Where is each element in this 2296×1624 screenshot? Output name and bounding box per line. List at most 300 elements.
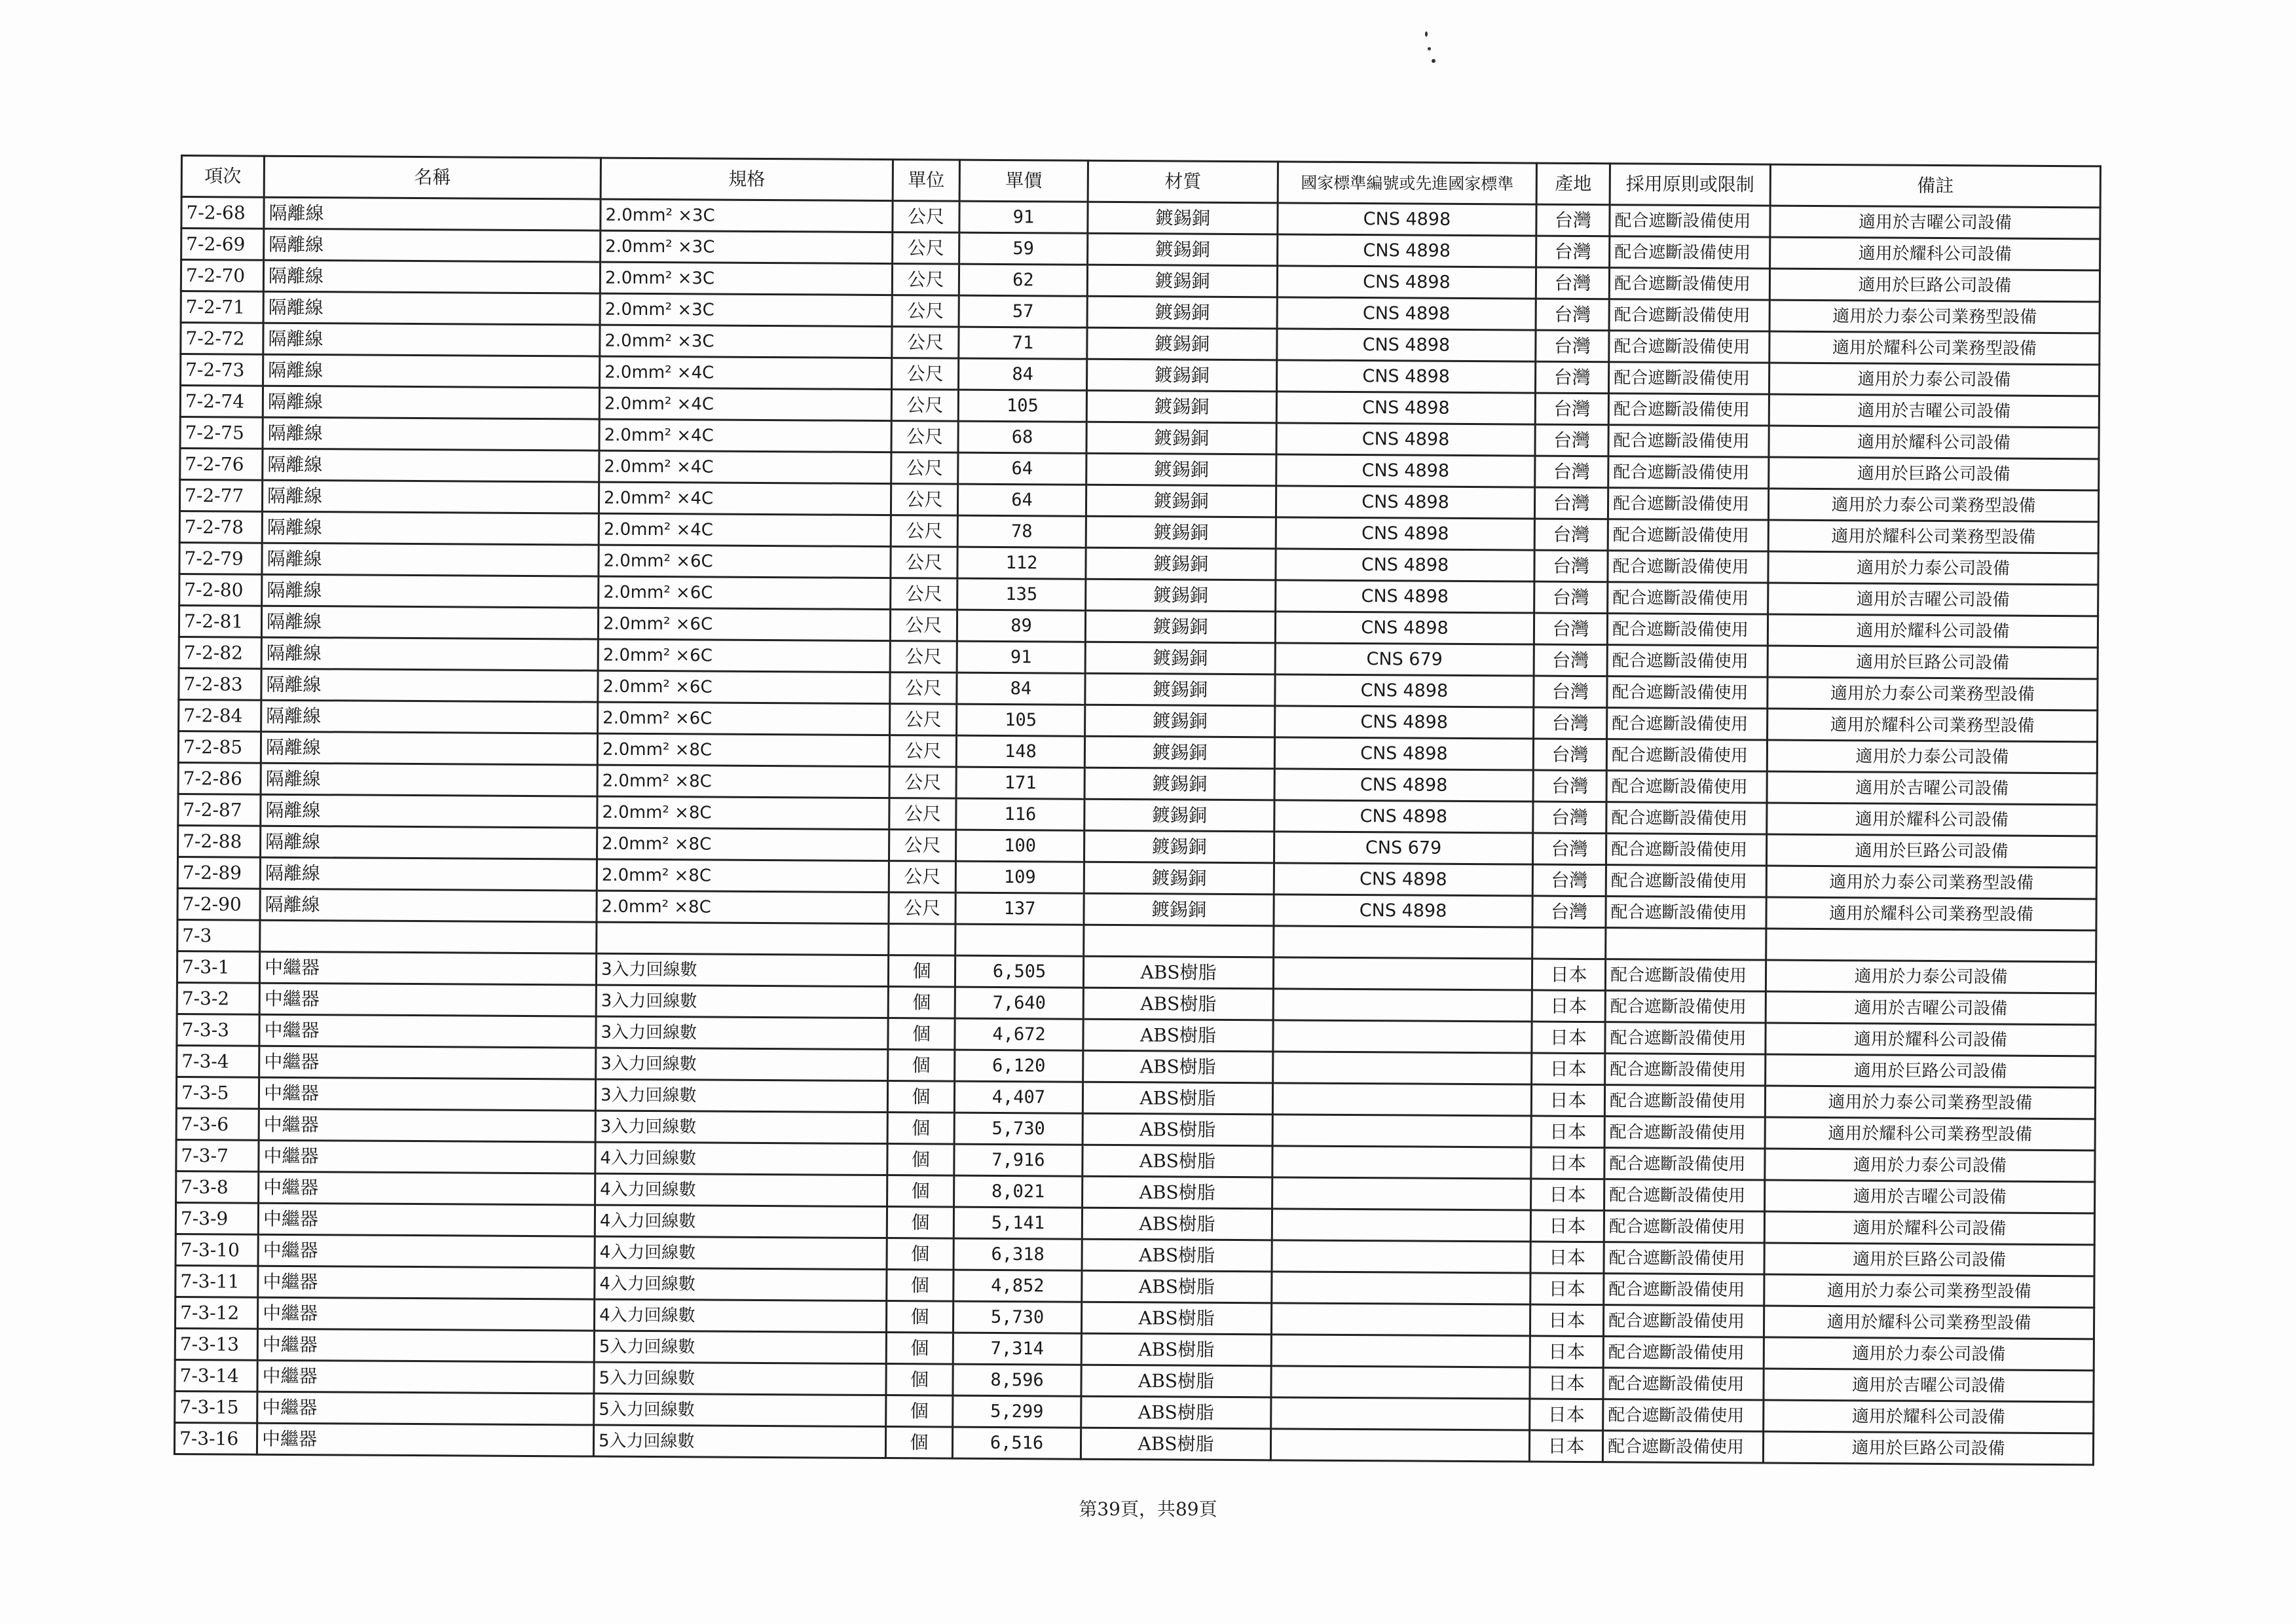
cell-name: 隔離線 — [264, 229, 601, 262]
cell-price: 7,640 — [955, 987, 1083, 1019]
cell-spec: 2.0mm² ×6C — [598, 671, 890, 703]
cell-spec: 3入力回線數 — [596, 1016, 888, 1049]
cell-spec: 3入力回線數 — [596, 953, 888, 986]
cell-name: 隔離線 — [260, 889, 597, 922]
cell-note: 適用於耀科公司業務型設備 — [1764, 1306, 2094, 1339]
cell-note: 適用於力泰公司業務型設備 — [1768, 677, 2098, 710]
cell-material: ABS樹脂 — [1082, 1239, 1272, 1272]
cell-note: 適用於吉曜公司設備 — [1768, 583, 2098, 616]
page-number: 第39頁，共89頁 — [1079, 1498, 1217, 1520]
cell-id: 7-2-80 — [179, 574, 262, 606]
cell-rule: 配合遮斷設備使用 — [1607, 676, 1768, 709]
cell-material: ABS樹脂 — [1082, 1270, 1272, 1303]
cell-rule: 配合遮斷設備使用 — [1608, 551, 1768, 583]
cell-price: 100 — [955, 830, 1084, 862]
cell-rule: 配合遮斷設備使用 — [1608, 425, 1769, 457]
cell-id: 7-2-68 — [181, 197, 264, 229]
cell-standard: CNS 4898 — [1274, 800, 1533, 833]
cell-material: ABS樹脂 — [1083, 1145, 1272, 1177]
cell-standard — [1271, 1397, 1530, 1430]
cell-standard: CNS 4898 — [1276, 454, 1535, 487]
cell-id: 7-3-13 — [175, 1328, 257, 1360]
cell-spec: 5入力回線數 — [594, 1362, 886, 1395]
cell-spec: 3入力回線數 — [596, 985, 888, 1018]
header-material: 材質 — [1088, 160, 1278, 203]
cell-origin: 日本 — [1530, 1336, 1603, 1368]
cell-price: 5,299 — [953, 1395, 1081, 1428]
cell-rule: 配合遮斷設備使用 — [1603, 1368, 1764, 1400]
cell-origin: 台灣 — [1532, 896, 1606, 928]
cell-material: ABS樹脂 — [1082, 1208, 1272, 1240]
cell-id: 7-2-90 — [177, 888, 260, 920]
cell-origin: 日本 — [1532, 1053, 1605, 1085]
cell-rule: 配合遮斷設備使用 — [1603, 1399, 1764, 1431]
cell-material — [1084, 925, 1274, 957]
cell-spec: 2.0mm² ×6C — [598, 639, 890, 672]
cell-unit: 公尺 — [893, 201, 959, 233]
cell-price: 89 — [957, 610, 1085, 642]
cell-standard — [1272, 1177, 1531, 1210]
cell-material: ABS樹脂 — [1081, 1302, 1271, 1335]
cell-price: 57 — [959, 295, 1087, 327]
cell-standard: CNS 4898 — [1277, 360, 1536, 393]
cell-spec: 4入力回線數 — [595, 1236, 887, 1269]
cell-spec: 2.0mm² ×3C — [600, 262, 892, 295]
cell-material: 鍍錫銅 — [1086, 390, 1276, 423]
cell-standard — [1273, 989, 1532, 1022]
cell-origin: 台灣 — [1535, 393, 1608, 425]
cell-unit: 公尺 — [890, 610, 957, 642]
cell-origin: 台灣 — [1536, 204, 1610, 236]
cell-rule: 配合遮斷設備使用 — [1610, 205, 1770, 237]
cell-note: 適用於吉曜公司設備 — [1769, 394, 2099, 428]
cell-id: 7-3-14 — [175, 1359, 257, 1392]
cell-unit: 個 — [887, 1144, 954, 1176]
cell-rule: 配合遮斷設備使用 — [1606, 896, 1766, 929]
cell-origin: 日本 — [1530, 1242, 1604, 1274]
cell-spec: 4入力回線數 — [595, 1142, 887, 1175]
cell-unit: 公尺 — [889, 767, 956, 799]
cell-standard: CNS 4898 — [1277, 266, 1536, 299]
cell-name: 中繼器 — [258, 1266, 595, 1299]
cell-spec: 2.0mm² ×6C — [599, 545, 891, 578]
cell-material: 鍍錫銅 — [1085, 642, 1275, 674]
cell-unit: 個 — [888, 1050, 955, 1082]
cell-price: 148 — [956, 735, 1084, 767]
cell-id: 7-3-10 — [176, 1234, 258, 1266]
cell-rule: 配合遮斷設備使用 — [1604, 1211, 1764, 1243]
cell-price: 135 — [957, 578, 1086, 610]
cell-id: 7-3-16 — [174, 1422, 257, 1454]
cell-material: ABS樹脂 — [1083, 1176, 1272, 1209]
header-price: 單價 — [959, 160, 1088, 202]
cell-price: 64 — [958, 452, 1086, 485]
cell-name: 中繼器 — [258, 1203, 595, 1236]
cell-note: 適用於巨路公司設備 — [1763, 1431, 2093, 1465]
cell-price: 109 — [955, 861, 1084, 893]
cell-rule: 配合遮斷設備使用 — [1604, 1242, 1764, 1274]
cell-name: 中繼器 — [259, 951, 596, 985]
cell-price: 5,730 — [954, 1113, 1083, 1145]
cell-spec: 2.0mm² ×8C — [597, 859, 889, 892]
cell-note: 適用於巨路公司設備 — [1766, 834, 2096, 868]
cell-material: 鍍錫銅 — [1085, 610, 1275, 643]
cell-rule: 配合遮斷設備使用 — [1604, 1116, 1765, 1149]
cell-name: 隔離線 — [261, 669, 598, 702]
cell-note: 適用於耀科公司設備 — [1764, 1211, 2094, 1245]
cell-unit: 公尺 — [890, 704, 957, 736]
cell-standard — [1272, 1240, 1530, 1273]
cell-spec: 3入力回線數 — [595, 1111, 887, 1143]
cell-material: 鍍錫銅 — [1088, 202, 1278, 234]
cell-id: 7-2-73 — [181, 354, 263, 386]
cell-unit: 個 — [887, 1175, 954, 1208]
cell-origin: 日本 — [1531, 1084, 1604, 1116]
cell-name: 中繼器 — [257, 1297, 594, 1331]
cell-material: ABS樹脂 — [1081, 1396, 1271, 1429]
cell-spec: 4入力回線數 — [595, 1205, 887, 1238]
cell-material: 鍍錫銅 — [1087, 296, 1277, 329]
cell-note: 適用於吉曜公司設備 — [1770, 206, 2100, 239]
cell-spec — [597, 922, 889, 955]
cell-name: 隔離線 — [261, 606, 598, 639]
cell-material: 鍍錫銅 — [1085, 673, 1275, 706]
cell-id: 7-2-87 — [178, 794, 261, 826]
cell-standard: CNS 4898 — [1276, 392, 1535, 424]
cell-origin: 日本 — [1532, 1022, 1605, 1054]
header-origin: 產地 — [1536, 163, 1610, 205]
cell-origin: 台灣 — [1536, 236, 1610, 268]
cell-spec: 2.0mm² ×4C — [600, 356, 892, 389]
cell-note: 適用於巨路公司設備 — [1769, 457, 2099, 490]
cell-id: 7-3-3 — [177, 1014, 259, 1046]
cell-spec: 2.0mm² ×8C — [597, 733, 889, 766]
cell-note: 適用於耀科公司業務型設備 — [1768, 520, 2098, 553]
table-body — [174, 197, 2100, 1465]
cell-material: 鍍錫銅 — [1084, 736, 1274, 769]
cell-rule: 配合遮斷設備使用 — [1605, 1054, 1766, 1086]
cell-note: 適用於力泰公司業務型設備 — [1765, 1086, 2095, 1119]
cell-origin: 日本 — [1530, 1399, 1603, 1431]
cell-note: 適用於力泰公司設備 — [1769, 363, 2099, 396]
cell-standard: CNS 4898 — [1275, 706, 1534, 739]
cell-spec: 2.0mm² ×6C — [598, 608, 890, 640]
cell-name — [260, 920, 597, 953]
cell-rule: 配合遮斷設備使用 — [1608, 362, 1769, 394]
cell-material: 鍍錫銅 — [1087, 265, 1277, 297]
cell-id: 7-3-8 — [176, 1171, 259, 1203]
cell-unit — [889, 924, 955, 956]
cell-name: 隔離線 — [263, 260, 600, 293]
cell-name: 隔離線 — [261, 763, 597, 796]
cell-id: 7-2-74 — [180, 386, 263, 418]
cell-unit: 個 — [886, 1395, 953, 1428]
cell-name: 隔離線 — [262, 574, 599, 608]
cell-origin: 台灣 — [1533, 802, 1606, 834]
cell-name: 中繼器 — [257, 1360, 594, 1393]
cell-note: 適用於巨路公司設備 — [1764, 1243, 2094, 1276]
cell-id: 7-2-81 — [179, 605, 261, 637]
cell-unit: 個 — [887, 1270, 954, 1302]
cell-id: 7-2-78 — [179, 511, 262, 543]
cell-origin: 台灣 — [1534, 644, 1607, 676]
cell-standard — [1274, 926, 1532, 959]
cell-id: 7-2-83 — [179, 668, 261, 700]
cell-unit: 個 — [886, 1364, 953, 1396]
cell-origin: 台灣 — [1534, 550, 1608, 582]
cell-name: 隔離線 — [261, 826, 597, 859]
cell-origin: 日本 — [1531, 1147, 1604, 1179]
cell-standard: CNS 4898 — [1274, 737, 1533, 770]
scan-speck — [1428, 47, 1431, 50]
cell-id: 7-2-82 — [179, 637, 261, 669]
cell-price: 112 — [957, 547, 1086, 579]
cell-spec: 2.0mm² ×4C — [599, 388, 891, 420]
cell-unit: 公尺 — [889, 830, 955, 862]
cell-price: 5,141 — [954, 1207, 1082, 1239]
cell-material: ABS樹脂 — [1083, 956, 1273, 989]
cell-standard: CNS 4898 — [1276, 423, 1535, 456]
cell-id: 7-2-88 — [178, 825, 261, 857]
cell-price: 6,516 — [952, 1427, 1081, 1459]
cell-standard — [1271, 1303, 1530, 1336]
cell-unit: 個 — [887, 1113, 954, 1145]
cell-rule: 配合遮斷設備使用 — [1606, 834, 1766, 866]
cell-standard: CNS 4898 — [1278, 203, 1536, 236]
cell-origin: 台灣 — [1533, 770, 1606, 802]
cell-name: 中繼器 — [257, 1329, 594, 1362]
cell-rule: 配合遮斷設備使用 — [1608, 394, 1769, 426]
cell-rule: 配合遮斷設備使用 — [1604, 1085, 1765, 1117]
cell-id: 7-3-2 — [177, 982, 259, 1014]
cell-unit: 個 — [885, 1427, 952, 1459]
cell-origin: 台灣 — [1536, 267, 1609, 299]
cell-standard — [1271, 1366, 1530, 1399]
scan-speck — [1432, 59, 1435, 63]
cell-price: 64 — [957, 484, 1086, 516]
cell-standard: CNS 4898 — [1274, 895, 1532, 927]
cell-origin: 日本 — [1530, 1273, 1604, 1305]
cell-rule: 配合遮斷設備使用 — [1607, 645, 1768, 677]
cell-name: 中繼器 — [259, 983, 596, 1016]
cell-origin: 日本 — [1530, 1304, 1603, 1337]
cell-id: 7-3 — [177, 919, 260, 951]
cell-note: 適用於吉曜公司設備 — [1765, 1180, 2095, 1213]
cell-standard: CNS 4898 — [1276, 549, 1534, 581]
cell-material: ABS樹脂 — [1083, 987, 1273, 1020]
cell-id: 7-3-11 — [176, 1265, 258, 1297]
cell-id: 7-2-69 — [181, 229, 264, 261]
cell-unit: 公尺 — [891, 547, 957, 579]
cell-standard: CNS 4898 — [1276, 580, 1534, 613]
cell-id: 7-2-86 — [178, 762, 261, 794]
cell-spec: 5入力回線數 — [593, 1425, 885, 1458]
cell-spec: 2.0mm² ×8C — [597, 796, 889, 829]
cell-spec: 2.0mm² ×3C — [600, 325, 892, 358]
cell-standard: CNS 4898 — [1277, 297, 1536, 330]
cell-spec: 3入力回線數 — [595, 1079, 887, 1112]
cell-note: 適用於力泰公司設備 — [1768, 551, 2098, 585]
cell-note: 適用於耀科公司業務型設備 — [1766, 897, 2096, 931]
cell-rule — [1606, 928, 1766, 960]
cell-spec: 5入力回線數 — [594, 1393, 886, 1426]
cell-id: 7-3-9 — [176, 1202, 258, 1234]
cell-material: 鍍錫銅 — [1084, 830, 1274, 863]
cell-origin: 台灣 — [1534, 613, 1607, 645]
header-spec: 規格 — [601, 158, 893, 200]
cell-name: 中繼器 — [259, 1172, 595, 1205]
cell-note: 適用於耀科公司設備 — [1768, 614, 2098, 648]
cell-unit: 公尺 — [891, 578, 957, 610]
cell-note: 適用於吉曜公司設備 — [1766, 991, 2096, 1025]
cell-price: 116 — [956, 798, 1084, 830]
cell-note: 適用於耀科公司設備 — [1767, 803, 2097, 836]
cell-origin: 台灣 — [1536, 330, 1609, 362]
cell-standard: CNS 4898 — [1276, 486, 1534, 519]
cell-standard — [1273, 957, 1532, 990]
cell-unit: 公尺 — [891, 452, 958, 485]
cell-name: 隔離線 — [262, 480, 599, 513]
price-table — [174, 155, 2102, 1466]
cell-spec: 2.0mm² ×4C — [599, 482, 891, 515]
cell-rule: 配合遮斷設備使用 — [1605, 991, 1766, 1023]
cell-name: 中繼器 — [257, 1392, 594, 1425]
cell-origin: 台灣 — [1534, 519, 1608, 551]
cell-note: 適用於力泰公司業務型設備 — [1766, 866, 2096, 899]
cell-note: 適用於巨路公司設備 — [1766, 1054, 2096, 1088]
cell-standard: CNS 4898 — [1275, 612, 1534, 644]
cell-price: 91 — [957, 641, 1085, 673]
cell-origin: 台灣 — [1533, 739, 1606, 771]
cell-spec: 2.0mm² ×8C — [597, 765, 889, 798]
cell-note: 適用於吉曜公司設備 — [1764, 1369, 2094, 1402]
cell-name: 中繼器 — [259, 1046, 596, 1079]
cell-unit: 個 — [888, 1018, 955, 1050]
cell-name: 中繼器 — [257, 1423, 593, 1456]
cell-rule: 配合遮斷設備使用 — [1608, 488, 1768, 520]
cell-id: 7-2-77 — [179, 480, 262, 512]
cell-rule: 配合遮斷設備使用 — [1609, 268, 1769, 300]
cell-material: 鍍錫銅 — [1086, 485, 1276, 517]
cell-spec: 2.0mm² ×8C — [597, 891, 889, 923]
cell-material: ABS樹脂 — [1081, 1365, 1271, 1397]
cell-name: 隔離線 — [264, 197, 601, 231]
cell-name: 中繼器 — [259, 1140, 595, 1173]
cell-rule: 配合遮斷設備使用 — [1609, 299, 1769, 331]
cell-spec: 2.0mm² ×4C — [599, 451, 891, 483]
cell-rule: 配合遮斷設備使用 — [1603, 1305, 1764, 1337]
cell-rule: 配合遮斷設備使用 — [1602, 1431, 1763, 1463]
cell-origin: 台灣 — [1536, 299, 1609, 331]
cell-spec: 3入力回線數 — [596, 1048, 888, 1080]
cell-standard — [1272, 1115, 1531, 1147]
cell-price: 6,120 — [955, 1050, 1083, 1082]
cell-standard: CNS 4898 — [1278, 234, 1536, 267]
cell-material: ABS樹脂 — [1083, 1113, 1272, 1146]
cell-material: ABS樹脂 — [1081, 1428, 1270, 1460]
cell-note: 適用於耀科公司設備 — [1766, 1023, 2096, 1056]
cell-price: 78 — [957, 515, 1086, 547]
cell-spec: 2.0mm² ×6C — [598, 702, 890, 735]
cell-rule: 配合遮斷設備使用 — [1609, 331, 1769, 363]
cell-name: 隔離線 — [261, 700, 598, 733]
cell-note: 適用於吉曜公司設備 — [1767, 771, 2097, 805]
cell-unit: 公尺 — [892, 327, 959, 359]
cell-id: 7-3-7 — [176, 1139, 259, 1172]
cell-material: ABS樹脂 — [1083, 1019, 1273, 1052]
cell-price: 7,916 — [954, 1144, 1083, 1176]
cell-unit: 個 — [887, 1081, 954, 1113]
cell-name: 隔離線 — [263, 417, 599, 451]
cell-unit: 公尺 — [891, 484, 957, 516]
cell-spec: 4入力回線數 — [595, 1268, 887, 1301]
cell-id: 7-2-70 — [181, 260, 263, 292]
cell-price: 4,672 — [955, 1018, 1083, 1050]
cell-rule: 配合遮斷設備使用 — [1605, 959, 1766, 991]
cell-unit: 個 — [886, 1301, 953, 1333]
cell-unit: 公尺 — [889, 893, 955, 925]
cell-origin: 台灣 — [1532, 864, 1606, 896]
cell-origin: 日本 — [1529, 1430, 1602, 1462]
cell-material: 鍍錫銅 — [1084, 862, 1274, 895]
cell-material: 鍍錫銅 — [1085, 705, 1275, 737]
cell-material: 鍍錫銅 — [1084, 893, 1274, 926]
cell-material: 鍍錫銅 — [1086, 453, 1276, 486]
cell-rule: 配合遮斷設備使用 — [1605, 1022, 1766, 1054]
cell-price: 84 — [957, 673, 1085, 705]
cell-name: 中繼器 — [259, 1014, 596, 1048]
cell-material: 鍍錫銅 — [1088, 233, 1278, 266]
cell-name: 隔離線 — [263, 291, 600, 325]
cell-note: 適用於力泰公司業務型設備 — [1768, 489, 2098, 522]
cell-rule: 配合遮斷設備使用 — [1606, 771, 1767, 803]
cell-standard: CNS 4898 — [1276, 517, 1534, 550]
cell-material: 鍍錫銅 — [1086, 516, 1276, 549]
cell-origin: 日本 — [1530, 1367, 1603, 1399]
cell-rule: 配合遮斷設備使用 — [1606, 802, 1767, 834]
cell-id: 7-2-76 — [180, 449, 263, 481]
cell-spec: 2.0mm² ×8C — [597, 828, 889, 860]
cell-rule: 配合遮斷設備使用 — [1606, 865, 1766, 897]
header-name: 名稱 — [264, 156, 601, 199]
cell-standard — [1271, 1335, 1530, 1367]
cell-material: 鍍錫銅 — [1086, 422, 1276, 454]
cell-price: 137 — [955, 893, 1084, 925]
cell-id: 7-3-6 — [176, 1108, 259, 1140]
cell-material: 鍍錫銅 — [1084, 767, 1274, 800]
cell-origin: 台灣 — [1535, 361, 1608, 394]
cell-note: 適用於巨路公司設備 — [1769, 268, 2100, 302]
cell-price: 8,596 — [953, 1364, 1081, 1396]
cell-note — [1766, 929, 2096, 962]
cell-standard — [1270, 1429, 1529, 1462]
cell-price: 7,314 — [953, 1333, 1081, 1365]
cell-id: 7-3-5 — [176, 1077, 259, 1109]
cell-standard — [1272, 1209, 1530, 1242]
cell-spec: 2.0mm² ×4C — [599, 513, 891, 546]
cell-id: 7-2-72 — [181, 323, 263, 355]
cell-unit: 公尺 — [892, 264, 959, 296]
cell-origin: 台灣 — [1535, 424, 1608, 456]
cell-unit: 公尺 — [893, 232, 959, 265]
cell-id: 7-3-15 — [175, 1391, 257, 1423]
header-note: 備註 — [1770, 164, 2100, 208]
cell-price: 6,318 — [954, 1238, 1082, 1270]
cell-material: 鍍錫銅 — [1084, 799, 1274, 832]
cell-rule: 配合遮斷設備使用 — [1607, 614, 1768, 646]
cell-id: 7-2-84 — [179, 699, 261, 731]
cell-note: 適用於耀科公司設備 — [1764, 1400, 2094, 1433]
